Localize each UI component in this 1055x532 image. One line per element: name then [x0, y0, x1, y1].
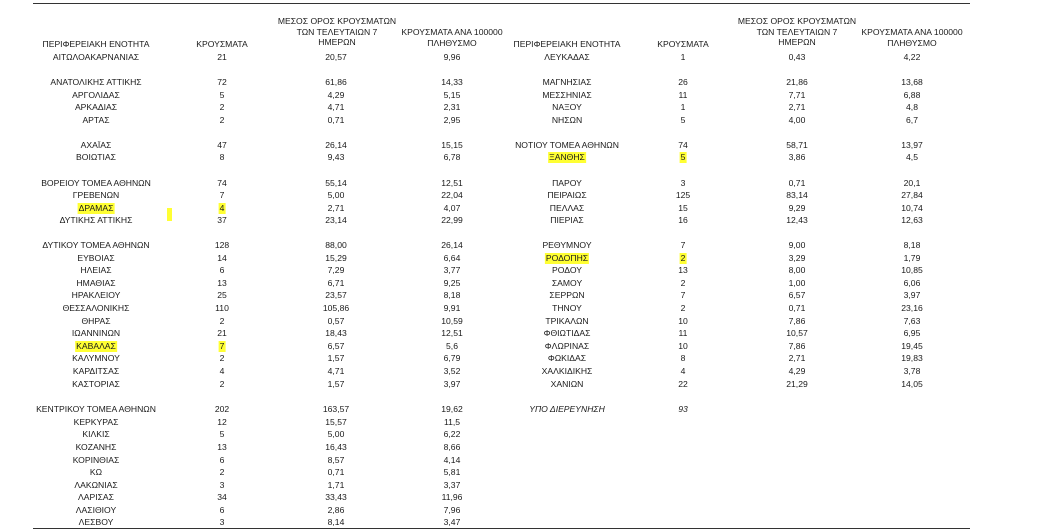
cell-avg: 7,86 [788, 341, 806, 351]
cell-avg: 9,00 [788, 240, 806, 250]
bottom-border [33, 528, 970, 529]
cell-region: ΒΟΡΕΙΟΥ ΤΟΜΕΑ ΑΘΗΝΩΝ [41, 178, 151, 188]
cell-cases: 34 [217, 492, 227, 502]
cell-per100k: 4,14 [443, 455, 461, 465]
cell-cases: 1 [680, 52, 686, 62]
cell-cases: 21 [217, 328, 227, 338]
cell-avg: 4,00 [788, 115, 806, 125]
header-per100k-line: ΚΡΟΥΣΜΑΤΑ ΑΝΑ 100000 [401, 27, 503, 37]
cell-per100k: 3,77 [443, 265, 461, 275]
cell-per100k: 3,47 [443, 517, 461, 527]
cell-per100k: 5,6 [446, 341, 458, 351]
cell-cases: 2 [219, 353, 225, 363]
cell-per100k: 10,74 [901, 203, 923, 213]
cell-region: ΡΟΔΟΥ [552, 265, 582, 275]
cell-avg: 2,71 [788, 353, 806, 363]
cell-cases: 2 [219, 467, 225, 477]
cell-cases: 13 [217, 442, 227, 452]
cell-per100k: 6,64 [443, 253, 461, 263]
cell-region: ΛΑΡΙΣΑΣ [78, 492, 114, 502]
cell-region: ΡΟΔΟΠΗΣ [545, 253, 589, 263]
cell-cases: 2 [219, 102, 225, 112]
header-avg-line: ΜΕΣΟΣ ΟΡΟΣ ΚΡΟΥΣΜΑΤΩΝ [737, 16, 857, 26]
cell-per100k: 19,83 [901, 353, 923, 363]
cell-region: ΔΡΑΜΑΣ [78, 203, 114, 213]
cell-per100k: 8,18 [443, 290, 461, 300]
cell-per100k: 6,22 [443, 429, 461, 439]
cell-per100k: 7,96 [443, 505, 461, 515]
cell-cases: 3 [680, 178, 686, 188]
cell-per100k: 1,79 [903, 253, 921, 263]
cell-region: ΑΡΤΑΣ [82, 115, 110, 125]
cell-region: ΑΧΑΪΑΣ [80, 140, 112, 150]
cell-region: ΚΩ [89, 467, 103, 477]
cell-region: ΑΙΤΩΛΟΑΚΑΡΝΑΝΙΑΣ [52, 52, 140, 62]
cell-per100k: 9,25 [443, 278, 461, 288]
header-per100k-right [861, 27, 962, 48]
cell-avg: 4,29 [788, 366, 806, 376]
cell-avg: 21,86 [786, 77, 808, 87]
cell-cases: 1 [680, 102, 686, 112]
header-region-left: ΠΕΡΙΦΕΡΕΙΑΚΗ ΕΝΟΤΗΤΑ [42, 39, 150, 49]
cell-region: ΔΥΤΙΚΗΣ ΑΤΤΙΚΗΣ [59, 215, 133, 225]
cell-region: ΛΑΚΩΝΙΑΣ [74, 480, 118, 490]
cell-avg: 4,71 [327, 366, 345, 376]
cell-per100k: 4,07 [443, 203, 461, 213]
cell-cases: 8 [680, 353, 686, 363]
cell-region: ΝΟΤΙΟΥ ΤΟΜΕΑ ΑΘΗΝΩΝ [515, 140, 619, 150]
cell-per100k: 4,8 [906, 102, 918, 112]
header-avg-line: ΗΜΕΡΩΝ [318, 37, 356, 47]
cell-avg: 7,71 [788, 90, 806, 100]
cell-per100k: 19,62 [441, 404, 463, 414]
cell-cases: 14 [217, 253, 227, 263]
cell-region: ΝΗΣΩΝ [551, 115, 583, 125]
cell-avg: 83,14 [786, 190, 808, 200]
cell-per100k: 5,81 [443, 467, 461, 477]
cell-cases: 125 [675, 190, 691, 200]
cell-avg: 4,71 [327, 102, 345, 112]
cell-per100k: 8,66 [443, 442, 461, 452]
cell-region: ΚΑΛΥΜΝΟΥ [72, 353, 120, 363]
cell-per100k: 3,52 [443, 366, 461, 376]
cell-cases: 5 [680, 152, 686, 162]
cell-per100k: 6,88 [903, 90, 921, 100]
cell-per100k: 6,7 [906, 115, 918, 125]
cell-avg: 7,29 [327, 265, 345, 275]
cell-region: ΕΥΒΟΙΑΣ [77, 253, 115, 263]
cell-avg: 2,71 [788, 102, 806, 112]
cell-per100k: 13,68 [901, 77, 923, 87]
cell-cases: 7 [680, 240, 686, 250]
cell-avg: 8,57 [327, 455, 345, 465]
cell-cases: 26 [678, 77, 688, 87]
cell-avg: 0,71 [788, 303, 806, 313]
cell-per100k: 12,51 [441, 178, 463, 188]
cell-avg: 23,57 [325, 290, 347, 300]
header-per100k-line: ΠΛΗΘΥΣΜΟ [427, 37, 477, 48]
cell-cases: 93 [678, 404, 688, 414]
header-per100k-line: ΚΡΟΥΣΜΑΤΑ ΑΝΑ 100000 [861, 27, 963, 37]
cell-per100k: 3,78 [903, 366, 921, 376]
cell-avg: 3,86 [788, 152, 806, 162]
cell-cases: 21 [217, 52, 227, 62]
cell-per100k: 3,37 [443, 480, 461, 490]
cell-avg: 88,00 [325, 240, 347, 250]
cell-region: ΧΑΛΚΙΔΙΚΗΣ [541, 366, 593, 376]
cell-per100k: 7,63 [903, 316, 921, 326]
cell-region: ΤΗΝΟΥ [552, 303, 582, 313]
cell-cases: 202 [214, 404, 230, 414]
cell-per100k: 12,51 [441, 328, 463, 338]
cell-cases: 2 [219, 316, 225, 326]
cell-avg: 15,29 [325, 253, 347, 263]
top-border [33, 3, 970, 4]
cell-avg: 9,29 [788, 203, 806, 213]
cell-region: ΧΑΝΙΩΝ [550, 379, 584, 389]
cell-cases: 47 [217, 140, 227, 150]
cell-cases: 37 [217, 215, 227, 225]
cell-region: ΚΕΡΚΥΡΑΣ [73, 417, 119, 427]
cell-per100k: 4,22 [903, 52, 921, 62]
cell-avg: 15,57 [325, 417, 347, 427]
cell-avg: 8,14 [327, 517, 345, 527]
cell-avg: 2,71 [327, 203, 345, 213]
cell-cases: 4 [680, 366, 686, 376]
cell-region: ΦΛΩΡΙΝΑΣ [544, 341, 590, 351]
cell-avg: 5,00 [327, 429, 345, 439]
cell-region: ΡΕΘΥΜΝΟΥ [542, 240, 592, 250]
cell-region: ΠΕΙΡΑΙΩΣ [547, 190, 587, 200]
header-avg-line: ΜΕΣΟΣ ΟΡΟΣ ΚΡΟΥΣΜΑΤΩΝ [277, 16, 397, 26]
cell-cases: 15 [678, 203, 688, 213]
header-per100k-line: ΠΛΗΘΥΣΜΟ [887, 37, 937, 48]
header-cases-right: ΚΡΟΥΣΜΑΤΑ [657, 39, 709, 49]
cell-cases: 7 [680, 290, 686, 300]
cell-cases: 7 [219, 190, 225, 200]
cell-region: ΚΟΖΑΝΗΣ [75, 442, 117, 452]
cell-region: ΑΡΓΟΛΙΔΑΣ [72, 90, 120, 100]
cell-avg: 0,57 [327, 316, 345, 326]
cell-avg: 3,29 [788, 253, 806, 263]
cell-avg: 61,86 [325, 77, 347, 87]
cell-cases: 2 [680, 303, 686, 313]
cell-per100k: 2,31 [443, 102, 461, 112]
cell-cases: 16 [678, 215, 688, 225]
cell-cases: 11 [678, 328, 688, 338]
cell-avg: 23,14 [325, 215, 347, 225]
cell-cases: 3 [219, 480, 225, 490]
cell-avg: 16,43 [325, 442, 347, 452]
cell-per100k: 12,63 [901, 215, 923, 225]
cell-per100k: 15,15 [441, 140, 463, 150]
cell-avg: 20,57 [325, 52, 347, 62]
cell-avg: 8,00 [788, 265, 806, 275]
cell-cases: 72 [217, 77, 227, 87]
cell-per100k: 11,96 [441, 492, 463, 502]
header-avg-line: ΤΩΝ ΤΕΛΕΥΤΑΙΩΝ 7 [296, 26, 378, 37]
cell-cases: 6 [219, 455, 225, 465]
cell-cases: 2 [219, 379, 225, 389]
header-avg-line: ΤΩΝ ΤΕΛΕΥΤΑΙΩΝ 7 [756, 26, 838, 37]
cell-region: ΛΑΣΙΘΙΟΥ [75, 505, 117, 515]
cell-region: ΣΑΜΟΥ [551, 278, 583, 288]
cell-cases: 2 [680, 253, 686, 263]
cell-avg: 0,71 [327, 467, 345, 477]
cell-cases: 74 [678, 140, 688, 150]
cell-region: ΘΗΡΑΣ [81, 316, 111, 326]
cell-per100k: 4,5 [906, 152, 918, 162]
cell-avg: 12,43 [786, 215, 808, 225]
cell-avg: 21,29 [786, 379, 808, 389]
cell-avg: 58,71 [786, 140, 808, 150]
cell-region: ΦΘΙΩΤΙΔΑΣ [543, 328, 591, 338]
cell-avg: 1,71 [327, 480, 345, 490]
cell-avg: 7,86 [788, 316, 806, 326]
cell-cases: 74 [217, 178, 227, 188]
cell-cases: 4 [219, 366, 225, 376]
cell-cases: 3 [219, 517, 225, 527]
cell-per100k: 9,91 [443, 303, 461, 313]
cell-cases: 2 [219, 115, 225, 125]
cell-per100k: 11,5 [443, 417, 461, 427]
cell-region: ΗΡΑΚΛΕΙΟΥ [71, 290, 121, 300]
cell-avg: 105,86 [322, 303, 350, 313]
cell-cases: 4 [219, 203, 225, 213]
header-avg-right [738, 16, 856, 48]
cell-region: ΠΑΡΟΥ [552, 178, 582, 188]
cell-avg: 0,71 [327, 115, 345, 125]
cell-region: ΚΙΛΚΙΣ [82, 429, 110, 439]
cell-avg: 5,00 [327, 190, 345, 200]
cell-region: ΒΟΙΩΤΙΑΣ [76, 152, 116, 162]
cell-cases: 5 [219, 90, 225, 100]
cell-region: ΝΑΞΟΥ [552, 102, 582, 112]
cell-cases: 11 [678, 90, 688, 100]
cell-cases: 2 [680, 278, 686, 288]
cell-cases: 5 [680, 115, 686, 125]
cell-region: ΑΡΚΑΔΙΑΣ [74, 102, 118, 112]
cell-per100k: 6,95 [903, 328, 921, 338]
cell-per100k: 22,99 [441, 215, 463, 225]
cell-cases: 10 [678, 316, 688, 326]
cell-per100k: 10,85 [901, 265, 923, 275]
cell-region: ΚΑΣΤΟΡΙΑΣ [72, 379, 120, 389]
cell-region: ΣΕΡΡΩΝ [549, 290, 585, 300]
highlight-mark [167, 208, 172, 221]
cell-region: ΙΩΑΝΝΙΝΩΝ [71, 328, 121, 338]
cell-per100k: 6,79 [443, 353, 461, 363]
cell-avg: 6,71 [327, 278, 345, 288]
cell-region: ΚΑΒΑΛΑΣ [76, 341, 116, 351]
cell-region: ΛΕΥΚΑΔΑΣ [544, 52, 590, 62]
cell-per100k: 14,33 [441, 77, 463, 87]
cell-avg: 1,57 [327, 379, 345, 389]
cell-cases: 13 [217, 278, 227, 288]
cell-per100k: 22,04 [441, 190, 463, 200]
cell-per100k: 14,05 [901, 379, 923, 389]
cell-cases: 5 [219, 429, 225, 439]
cell-avg: 0,71 [788, 178, 806, 188]
cell-region: ΤΡΙΚΑΛΩΝ [545, 316, 589, 326]
cell-per100k: 6,78 [443, 152, 461, 162]
cell-per100k: 20,1 [903, 178, 921, 188]
cell-avg: 33,43 [325, 492, 347, 502]
cell-region: ΚΑΡΔΙΤΣΑΣ [72, 366, 120, 376]
cell-per100k: 8,18 [903, 240, 921, 250]
cell-cases: 128 [214, 240, 230, 250]
cell-per100k: 9,96 [443, 52, 461, 62]
cell-avg: 6,57 [788, 290, 806, 300]
cell-region: ΘΕΣΣΑΛΟΝΙΚΗΣ [62, 303, 130, 313]
cell-per100k: 5,15 [443, 90, 461, 100]
cell-cases: 22 [678, 379, 688, 389]
header-avg-line: ΗΜΕΡΩΝ [778, 37, 816, 47]
cell-region: ΔΥΤΙΚΟΥ ΤΟΜΕΑ ΑΘΗΝΩΝ [42, 240, 150, 250]
cell-region: ΠΙΕΡΙΑΣ [550, 215, 584, 225]
cell-cases: 13 [678, 265, 688, 275]
cell-per100k: 13,97 [901, 140, 923, 150]
header-per100k-left [401, 27, 502, 48]
cell-per100k: 27,84 [901, 190, 923, 200]
header-cases-left: ΚΡΟΥΣΜΑΤΑ [196, 39, 248, 49]
cell-per100k: 3,97 [903, 290, 921, 300]
cell-avg: 9,43 [327, 152, 345, 162]
cell-region: ΜΑΓΝΗΣΙΑΣ [542, 77, 592, 87]
cell-avg: 1,00 [788, 278, 806, 288]
cell-region: ΜΕΣΣΗΝΙΑΣ [542, 90, 592, 100]
cell-region: ΗΛΕΙΑΣ [80, 265, 112, 275]
cell-cases: 7 [219, 341, 225, 351]
cell-avg: 1,57 [327, 353, 345, 363]
cell-avg: 2,86 [327, 505, 345, 515]
cell-avg: 18,43 [325, 328, 347, 338]
cell-per100k: 3,97 [443, 379, 461, 389]
cell-per100k: 2,95 [443, 115, 461, 125]
cell-region: ΓΡΕΒΕΝΩΝ [72, 190, 120, 200]
cell-avg: 4,29 [327, 90, 345, 100]
cell-region: ΑΝΑΤΟΛΙΚΗΣ ΑΤΤΙΚΗΣ [50, 77, 142, 87]
cell-cases: 25 [217, 290, 227, 300]
cell-cases: 12 [217, 417, 227, 427]
cell-avg: 26,14 [325, 140, 347, 150]
cell-avg: 6,57 [327, 341, 345, 351]
cell-per100k: 6,06 [903, 278, 921, 288]
header-avg-left [278, 16, 396, 48]
cell-per100k: 19,45 [901, 341, 923, 351]
cell-region: ΠΕΛΛΑΣ [549, 203, 585, 213]
cell-region: ΚΟΡΙΝΘΙΑΣ [72, 455, 120, 465]
cell-region: ΚΕΝΤΡΙΚΟΥ ΤΟΜΕΑ ΑΘΗΝΩΝ [36, 404, 156, 414]
cell-region: ΛΕΣΒΟΥ [78, 517, 114, 527]
cell-avg: 163,57 [322, 404, 350, 414]
cell-avg: 0,43 [788, 52, 806, 62]
cell-cases: 110 [215, 303, 229, 313]
cell-region: ΦΩΚΙΔΑΣ [547, 353, 587, 363]
cell-per100k: 10,59 [441, 316, 463, 326]
cell-cases: 6 [219, 265, 225, 275]
header-region-right: ΠΕΡΙΦΕΡΕΙΑΚΗ ΕΝΟΤΗΤΑ [513, 39, 621, 49]
cell-region: ΥΠΟ ΔΙΕΡΕΥΝΗΣΗ [529, 404, 605, 414]
cell-per100k: 23,16 [901, 303, 923, 313]
cell-cases: 6 [219, 505, 225, 515]
cell-per100k: 26,14 [441, 240, 463, 250]
cell-avg: 10,57 [786, 328, 808, 338]
cell-region: ΞΑΝΘΗΣ [549, 152, 585, 162]
cell-cases: 10 [678, 341, 688, 351]
cell-cases: 8 [219, 152, 225, 162]
cell-avg: 55,14 [325, 178, 347, 188]
cell-region: ΗΜΑΘΙΑΣ [76, 278, 116, 288]
